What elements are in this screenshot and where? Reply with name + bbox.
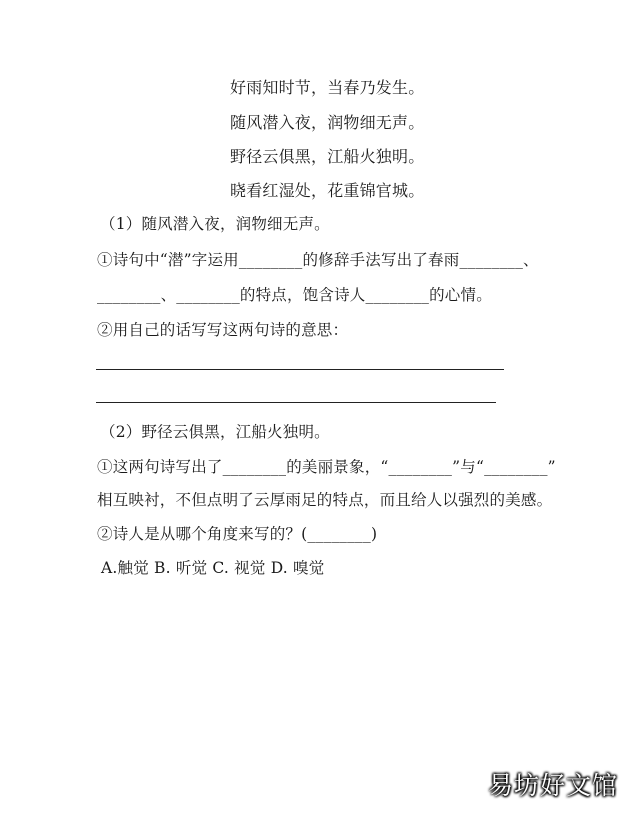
poem-line-3: 野径云俱黑，江船火独明。	[230, 147, 425, 166]
poem-line-4: 晓看红湿处，花重锦官城。	[230, 181, 425, 200]
answer-line-1[interactable]	[96, 369, 504, 370]
question-2-item-1-line-1: ①这两句诗写出了________的美丽景象，“________”与“________”	[97, 458, 556, 476]
question-1-item-2: ②用自己的话写写这两句诗的意思：	[97, 321, 349, 339]
question-2-item-1-line-2: 相互映衬，不但点明了云厚雨足的特点，而且给人以强烈的美感。	[97, 491, 553, 509]
watermark: 易坊好文馆	[487, 771, 618, 800]
answer-line-2[interactable]	[96, 402, 496, 403]
question-1-item-1-line-2: ________、________的特点，饱含诗人________的心情。	[97, 286, 492, 304]
poem-line-2: 随风潜入夜，润物细无声。	[230, 113, 425, 132]
question-2-options: A.触觉 B. 听觉 C. 视觉 D. 嗅觉	[101, 559, 325, 577]
question-1-heading: （1）随风潜入夜，润物细无声。	[100, 215, 330, 233]
poem-line-1: 好雨知时节，当春乃发生。	[230, 78, 425, 97]
question-2-item-2: ②诗人是从哪个角度来写的？(________)	[97, 525, 378, 543]
question-1-item-1-line-1: ①诗句中“潜”字运用________的修辞手法写出了春雨________、	[97, 251, 539, 269]
question-2-heading: （2）野径云俱黑，江船火独明。	[100, 423, 330, 441]
